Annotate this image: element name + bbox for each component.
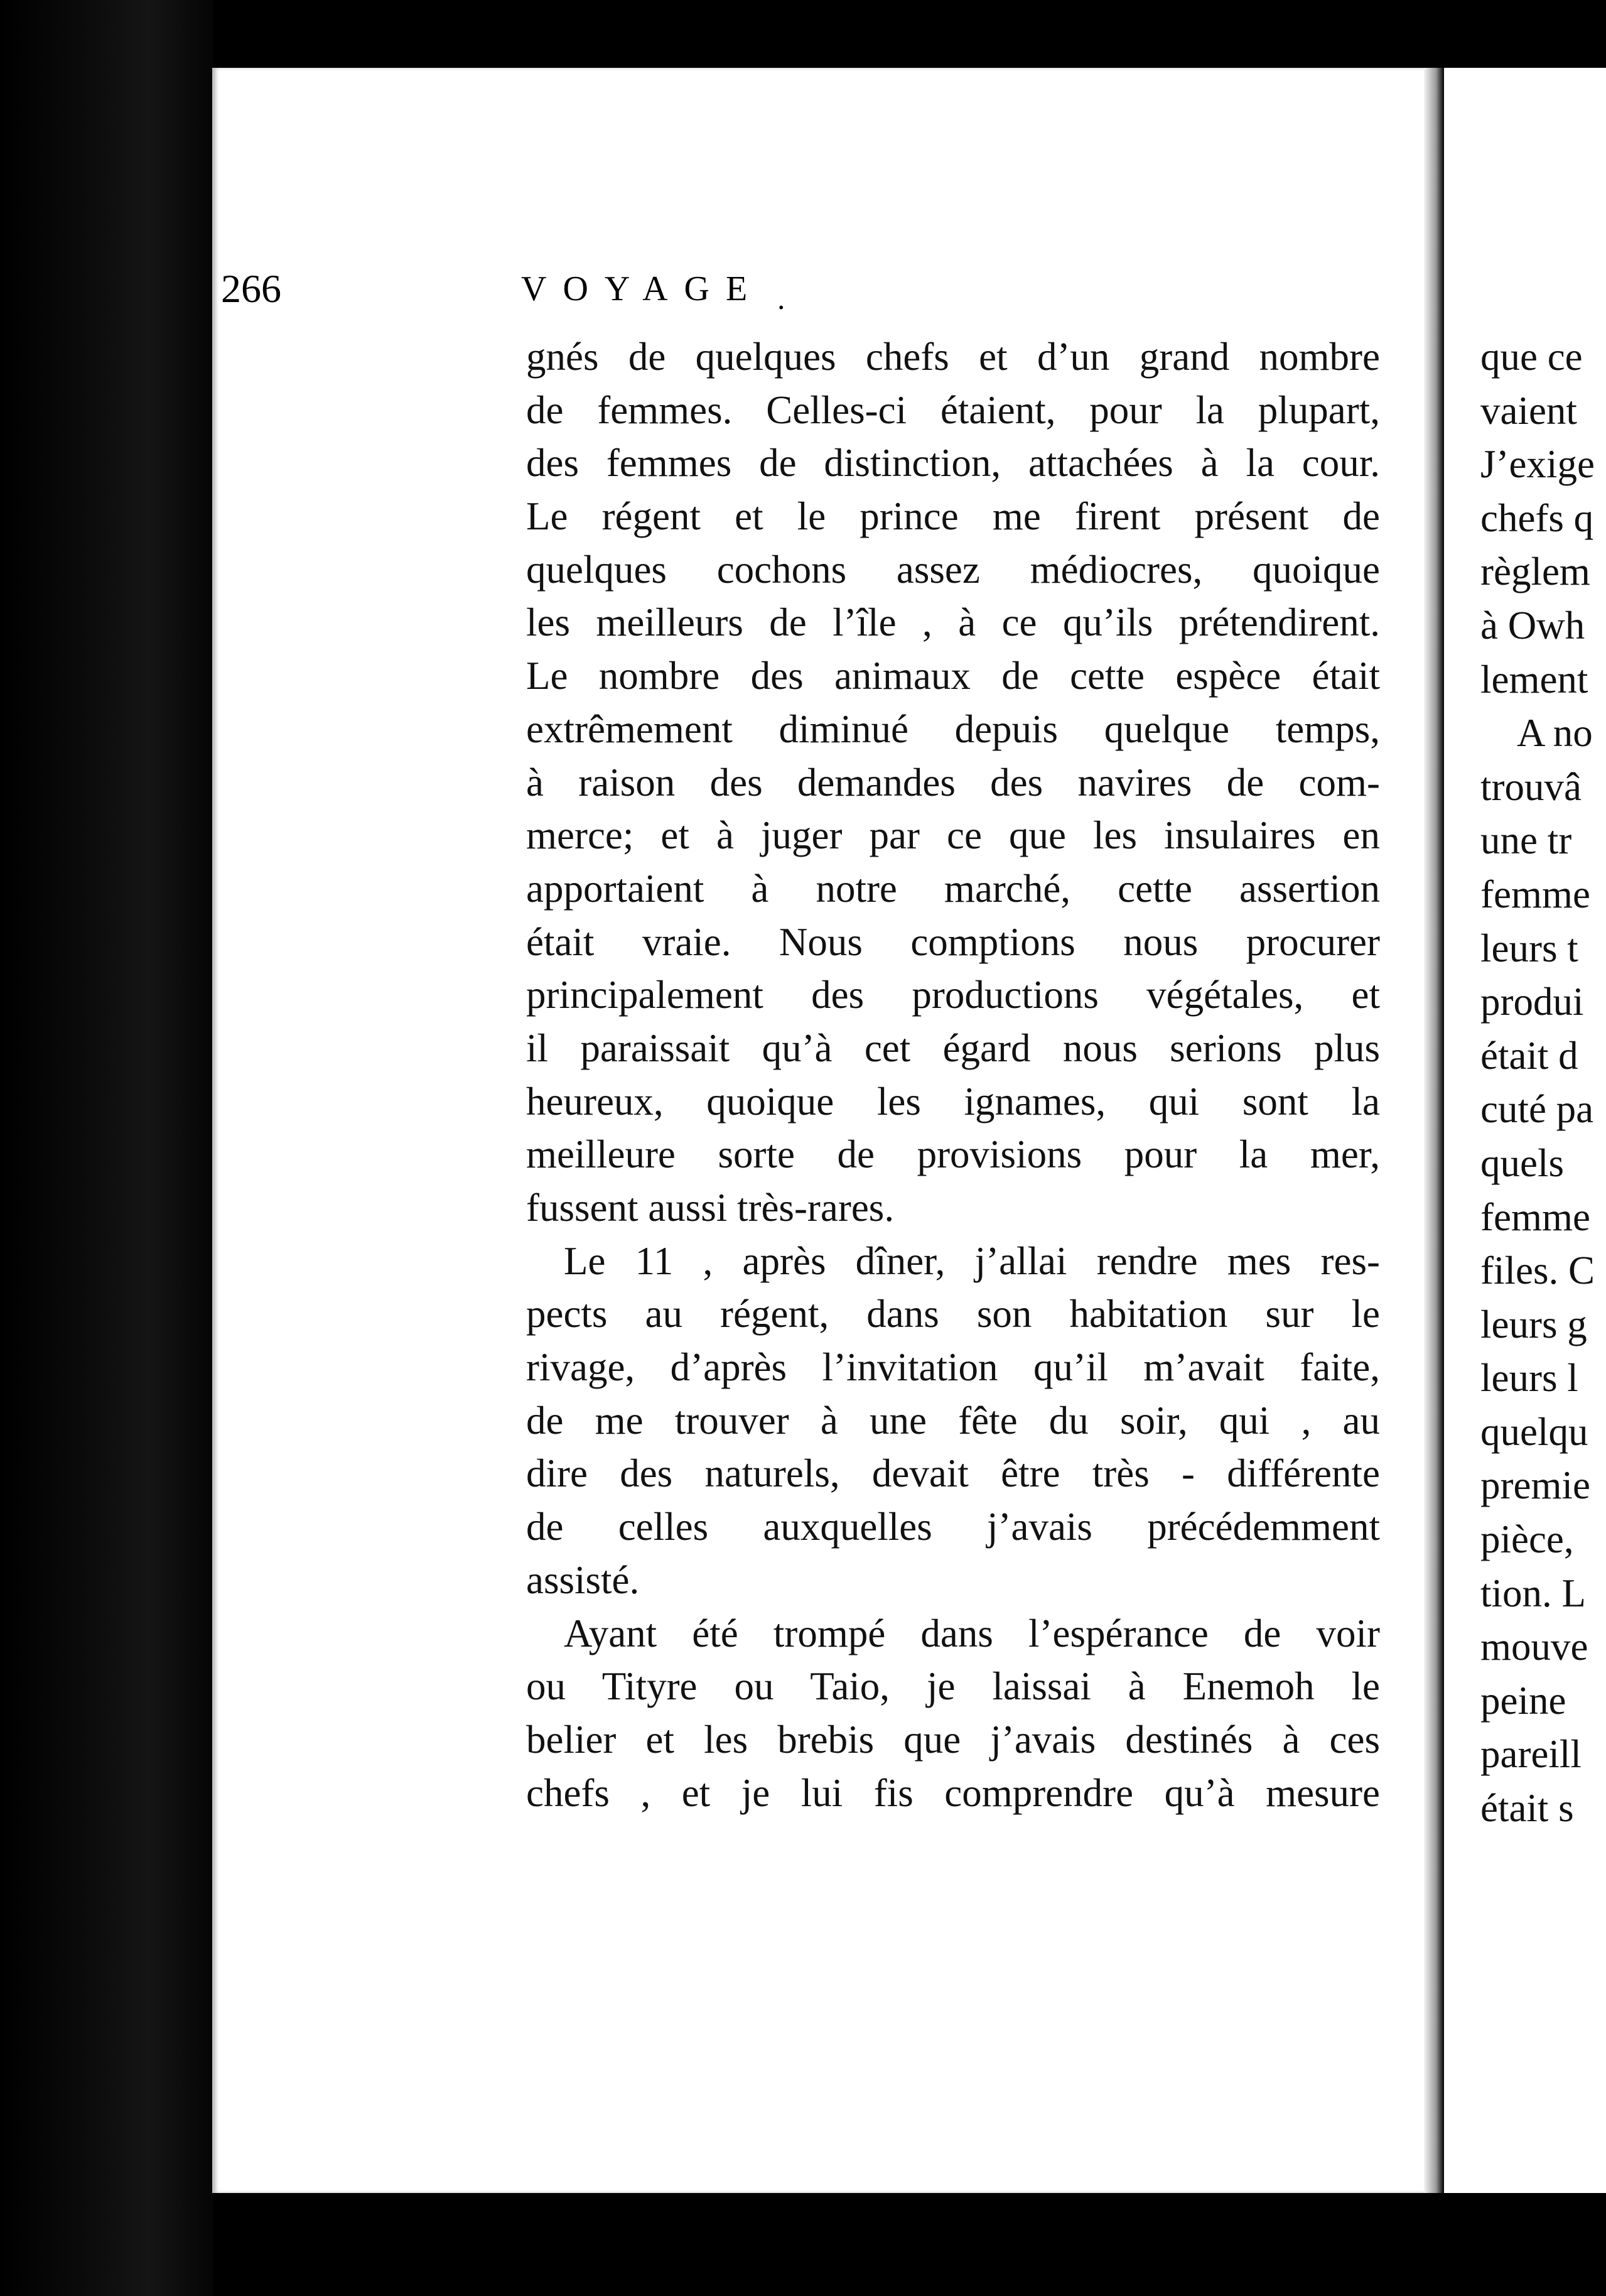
facing-text-line: mouve <box>1480 1625 1588 1669</box>
facing-text-line: cuté pa <box>1480 1087 1594 1132</box>
paragraph-first-line: Ayant été trompé dans l’espérance de voir <box>564 1611 1380 1655</box>
facing-text-line: femme <box>1480 872 1590 916</box>
text-line: quelques cochons assez médiocres, quoique <box>526 547 1380 592</box>
paragraph-first-line: Le 11 , après dîner, j’allai rendre mes res- <box>564 1238 1380 1283</box>
text-line: merce; et à juger par ce que les insulaires en <box>526 813 1380 858</box>
header-dot: . <box>777 281 785 316</box>
facing-text-line: était s <box>1480 1786 1574 1831</box>
text-line: des femmes de distinction, attachées à la cour. <box>526 441 1380 485</box>
facing-text-line: leurs t <box>1480 926 1578 970</box>
text-line: Le régent et le prince me firent présent de <box>526 494 1380 539</box>
text-line: extrêmement diminué depuis quelque temps, <box>526 707 1380 751</box>
facing-text-line: produi <box>1480 980 1584 1024</box>
facing-text-line: une tr <box>1480 818 1572 863</box>
facing-text-line: pareill <box>1480 1732 1582 1777</box>
facing-text-line: que ce <box>1480 335 1583 379</box>
text-line: chefs , et je lui fis comprendre qu’à mesure <box>526 1770 1380 1815</box>
facing-text-line: leurs g <box>1480 1302 1587 1346</box>
text-line: de femmes. Celles-ci étaient, pour la plupart, <box>526 387 1380 432</box>
facing-text-line: vaient <box>1480 388 1577 433</box>
facing-text-line: femme <box>1480 1194 1590 1239</box>
facing-text-line: pièce, <box>1480 1517 1574 1562</box>
facing-page-text-fragment <box>1480 330 1606 1836</box>
text-line: ou Tityre ou Taio, je laissai à Enemoh le <box>526 1664 1380 1709</box>
facing-text-line: chefs q <box>1480 495 1594 540</box>
facing-text-line: lement <box>1480 657 1588 701</box>
facing-text-line: trouvâ <box>1480 764 1582 809</box>
facing-text-line: à Owh <box>1480 603 1585 647</box>
book-binding-gutter <box>0 0 213 2296</box>
text-line: gnés de quelques chefs et d’un grand nombre <box>526 335 1380 379</box>
text-line: était vraie. Nous comptions nous procurer <box>526 919 1380 964</box>
facing-text-line: peine <box>1480 1678 1566 1723</box>
text-line: assisté. <box>526 1557 640 1602</box>
text-line: principalement des productions végétales, et <box>526 973 1380 1017</box>
text-line: dire des naturels, devait être très - différente <box>526 1451 1380 1496</box>
page-body-text <box>526 330 1380 1819</box>
text-line: heureux, quoique les ignames, qui sont la <box>526 1079 1380 1124</box>
text-line: meilleure sorte de provisions pour la mer, <box>526 1132 1380 1177</box>
text-line: les meilleurs de l’île , à ce qu’ils prétendirent. <box>526 600 1380 645</box>
text-line: Le nombre des animaux de cette espèce était <box>526 654 1380 698</box>
page-number: 266 <box>221 266 281 311</box>
facing-text-line: quels <box>1480 1140 1564 1185</box>
text-line: apportaient à notre marché, cette assertion <box>526 866 1380 911</box>
facing-text-line: leurs l <box>1480 1356 1578 1400</box>
facing-text-line: règlem <box>1480 550 1590 594</box>
running-title: VOYAGE <box>521 269 764 308</box>
page-fold-shadow <box>1424 68 1444 2193</box>
text-line: de celles auxquelles j’avais précédemment <box>526 1505 1380 1549</box>
text-line: il paraissait qu’à cet égard nous serions plus <box>526 1026 1380 1070</box>
text-line: rivage, d’après l’invitation qu’il m’avait faite, <box>526 1345 1380 1390</box>
facing-text-line: quelqu <box>1480 1409 1588 1454</box>
text-line: belier et les brebis que j’avais destinés à ces <box>526 1717 1380 1762</box>
text-line: fussent aussi très-rares. <box>526 1186 895 1230</box>
facing-text-line: premie <box>1480 1463 1590 1508</box>
text-line: à raison des demandes des navires de com- <box>526 760 1380 804</box>
facing-text-line: A no <box>1517 711 1593 755</box>
facing-text-line: tion. L <box>1480 1571 1586 1615</box>
facing-text-line: files. C <box>1480 1248 1595 1293</box>
text-line: pects au régent, dans son habitation sur le <box>526 1292 1380 1336</box>
facing-text-line: était d <box>1480 1033 1578 1078</box>
text-line: de me trouver à une fête du soir, qui , au <box>526 1398 1380 1443</box>
facing-text-line: J’exige <box>1480 442 1595 487</box>
